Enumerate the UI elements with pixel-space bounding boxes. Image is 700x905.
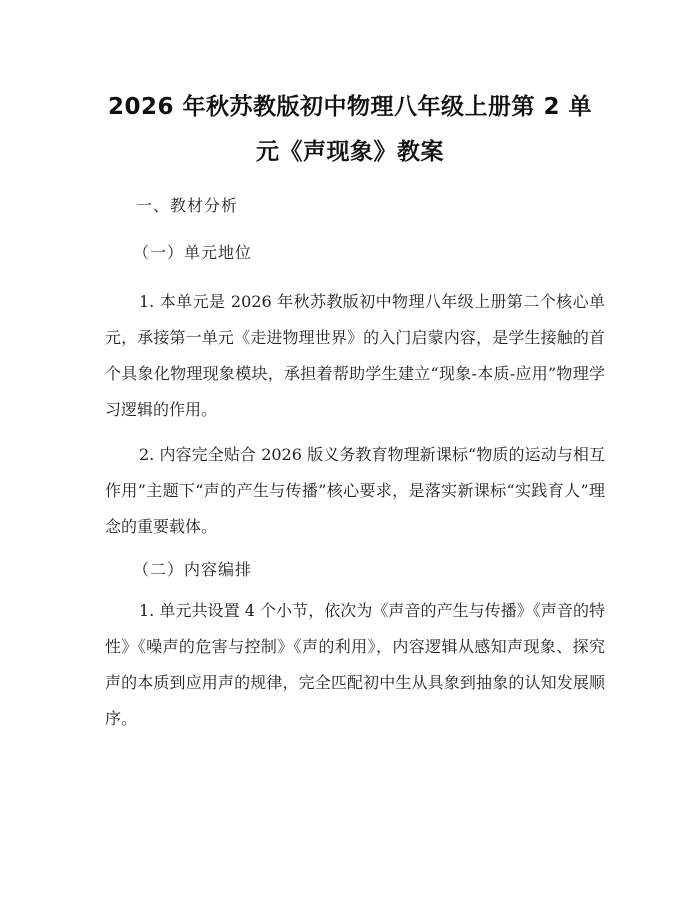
document-title-line-1: 2026 年秋苏教版初中物理八年级上册第 2 单 xyxy=(107,94,593,120)
paragraph-unit-position-1: 1. 本单元是 2026 年秋苏教版初中物理八年级上册第二个核心单元，承接第一单元《走进物理世界》的入门启蒙内容，是学生接触的首个具象化物理现象模块，承担着帮助学生建立“现象-本质-应用”物理学习逻辑的作用。 xyxy=(105,292,605,419)
subsection-heading-unit-position: （一）单元地位 xyxy=(133,243,253,262)
document-title-line-2: 元《声现象》教案 xyxy=(256,139,444,165)
paragraph-content-arrangement-1: 1. 单元共设置 4 个小节，依次为《声音的产生与传播》《声音的特性》《噪声的危害与控制》《声的利用》，内容逻辑从感知声现象、探究声的本质到应用声的规律，完全匹配初中生从具象到抽象的认知发展顺序。 xyxy=(105,601,605,728)
subsection-heading-content-arrangement: （二）内容编排 xyxy=(133,560,253,579)
paragraph-unit-position-2: 2. 内容完全贴合 2026 版义务教育物理新课标“物质的运动与相互作用”主题下“声的产生与传播”核心要求，是落实新课标“实践育人”理念的重要载体。 xyxy=(105,445,605,536)
section-heading-textbook-analysis: 一、教材分析 xyxy=(136,196,239,215)
